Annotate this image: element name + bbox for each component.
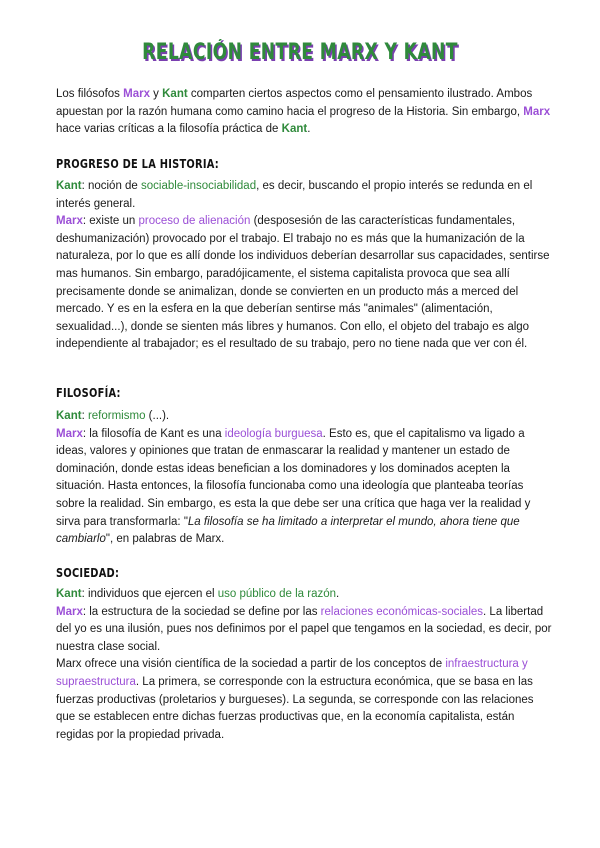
marx-paragraph-2: Marx ofrece una visión científica de la sociedad a partir de los conceptos de infraestructura y supraestructura. La primera, se corresponde con la estructura económica, que se basa en las fuerzas productivas (proletarios y burgueses). La segunda, se corresponde con las relaciones que se establecen entre dichas fuerzas productivas que, en la economía capitalista, están regidas por la propiedad privada. (56, 658, 534, 741)
intro-text: hace varias críticas a la filosofía práctica de (56, 123, 282, 136)
section-progreso (56, 178, 552, 354)
quote: La filosofía se ha limitado a interpretar el mundo, ahora tiene que cambiarlo (56, 515, 520, 546)
section-heading-progreso: PROGRESO DE LA HISTORIA: (56, 157, 219, 171)
page-title: RELACIÓN ENTRE MARX Y KANT (142, 40, 458, 65)
marx-name: Marx (523, 105, 551, 118)
kant-paragraph: Kant: reformismo (...). (56, 410, 170, 422)
marx-paragraph: Marx: existe un proceso de alienación (desposesión de las características fundamentales, deshumanización) provocado por el trabajo. El trabajo no es más que la humanización de la naturaleza, por lo que es allí donde los individuos deberían desarrollar sus capacidades, sentirse mas humanos. Sin embargo, paradójicamente, el sistema capitalista provoca que sea allí precisamente donde se animalizan, donde se convierten en un producto más a merced del mercado. Y es en la esfera en la que deberían sentirse más "animales" (alimentación, sexualidad...), donde se sienten más libres y humanos. Con ello, el objeto del trabajo es algo independiente al trabajador; es el resultado de su trabajo, pero no tiene nada que ver con él. (56, 215, 550, 351)
section-heading-filosofia: FILOSOFÍA: (56, 386, 121, 400)
intro-paragraph (56, 86, 552, 139)
intro-text: y (149, 88, 163, 100)
highlight-term: proceso de alienación (138, 215, 251, 228)
highlight-term: infraestructura y supraestructura (56, 658, 528, 688)
section-heading-sociedad: SOCIEDAD: (56, 566, 120, 580)
intro-text: . (307, 123, 311, 136)
marx-paragraph: Marx: la estructura de la sociedad se define por las relaciones económicas-sociales. La libertad del yo es una ilusión, pues nos definimos por el papel que tengamos en la sociedad, es decir, por nuestra clase social. (56, 605, 552, 653)
highlight-term: sociable-insociabilidad (141, 180, 257, 192)
intro-text: Los filósofos (56, 88, 124, 100)
section-filosofia (56, 408, 552, 549)
kant-paragraph: Kant: individuos que ejercen el uso público de la razón. (56, 588, 340, 600)
kant-paragraph: Kant: noción de sociable-insociabilidad, es decir, buscando el propio interés se redunda en el interés general. (56, 180, 533, 210)
kant-name: Kant (162, 88, 188, 100)
highlight-term: uso público de la razón (217, 588, 337, 600)
marx-paragraph: Marx: la filosofía de Kant es una ideología burguesa. Esto es, que el capitalismo va ligado a ideas, valores y opiniones que tratan de enmascarar la realidad y mantener un estado de dominación, donde estas ideas benefician a los dominadores y los dominados acepten la situación. Hasta entonces, la filosofía funcionaba como una ideología que planteaba teorías sobre la realidad. Sin embargo, es esta la que debe ser una crítica que haga ver la realidad y sirva para transformarla: "La filosofía se ha limitado a interpretar el mundo, ahora tiene que cambiarlo", en palabras de Marx. (56, 427, 531, 546)
highlight-term: reformismo (87, 410, 146, 422)
highlight-term: ideología burguesa (224, 427, 323, 440)
kant-name: Kant (281, 123, 308, 136)
highlight-term: relaciones económicas-sociales (320, 605, 484, 618)
intro-text: comparten ciertos aspectos como el pensamiento ilustrado. Ambos apuestan por la razón humana como camino hacia el progreso de la Historia. Sin embargo, (56, 88, 533, 118)
marx-name: Marx (123, 88, 150, 100)
section-sociedad (56, 586, 552, 744)
